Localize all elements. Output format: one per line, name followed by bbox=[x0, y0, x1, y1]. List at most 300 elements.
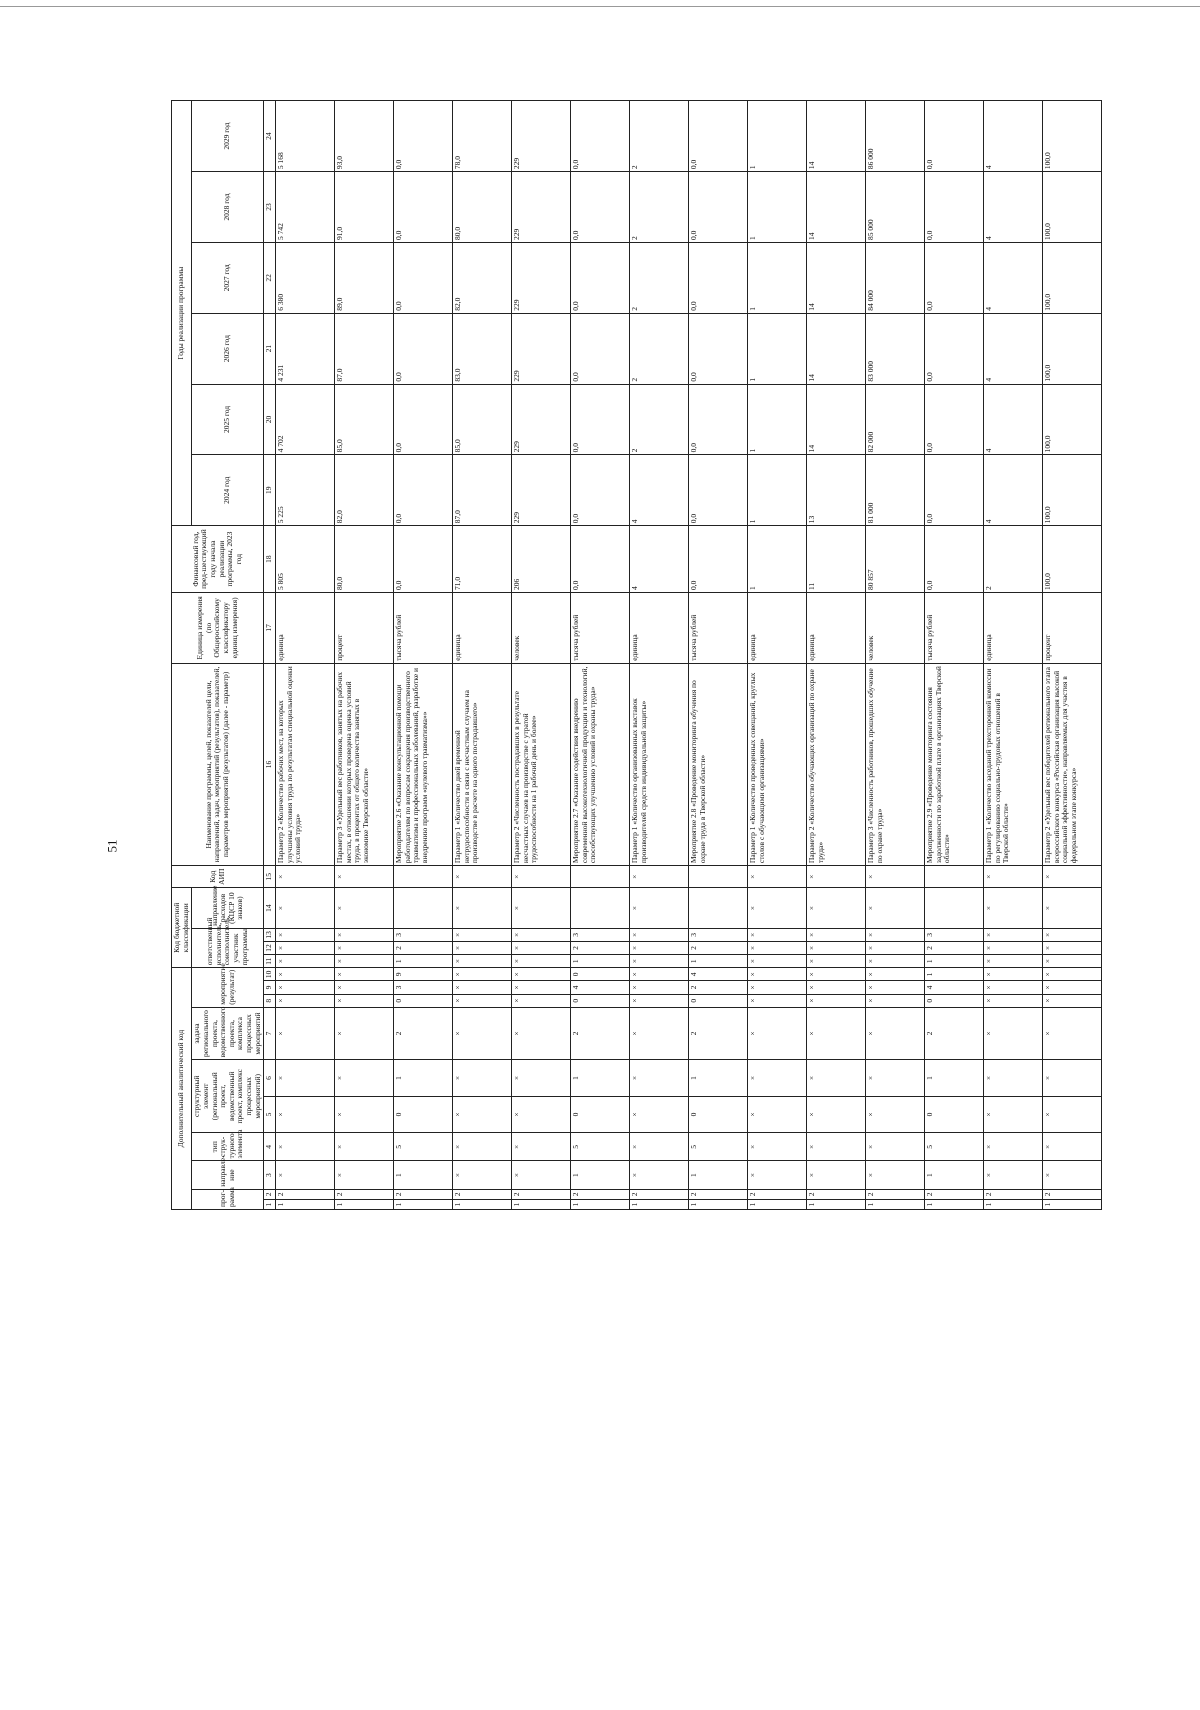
code-cell: 5 bbox=[393, 1133, 452, 1161]
value-cell: 80 857 bbox=[865, 526, 924, 593]
code-cell: 1 bbox=[924, 1161, 983, 1189]
code-cell: × bbox=[511, 888, 570, 928]
row-name: Параметр 2 «Количество обучающих организаций по охране труда» bbox=[806, 663, 865, 865]
code-cell: × bbox=[334, 1007, 393, 1060]
row-name: Параметр 1 «Количество организованных выставок производителей средств индивидуальной защиты» bbox=[629, 663, 688, 865]
table-row bbox=[275, 101, 334, 1210]
code-cell: 1 bbox=[806, 1199, 865, 1209]
code-cell: 2 bbox=[570, 1007, 629, 1060]
column-number: 22 bbox=[264, 242, 276, 313]
header-expense: направление расходов (КЦСР 10 знаков) bbox=[192, 888, 264, 928]
value-cell: 100,0 bbox=[1042, 384, 1101, 455]
value-cell: 91,0 bbox=[334, 172, 393, 243]
code-cell: × bbox=[806, 1060, 865, 1096]
value-cell: 14 bbox=[806, 384, 865, 455]
row-name: Параметр 2 «Количество рабочих мест, на которых улучшены условия труда по результатам специальной оценки условий труда» bbox=[275, 663, 334, 865]
program-table bbox=[171, 100, 1102, 1210]
code-cell: × bbox=[629, 1007, 688, 1060]
code-cell: 0 bbox=[570, 968, 629, 981]
code-cell: 0 bbox=[393, 994, 452, 1007]
value-cell: 1 bbox=[747, 242, 806, 313]
header-task: задача регионального проекта, ведомственного проекта, комплекса процессных мероприятий bbox=[192, 1007, 264, 1060]
value-cell: 0,0 bbox=[924, 242, 983, 313]
value-cell: 4 bbox=[983, 172, 1042, 243]
code-cell: 2 bbox=[688, 981, 747, 994]
column-number: 20 bbox=[264, 384, 276, 455]
code-cell: × bbox=[806, 1161, 865, 1189]
row-unit: единица bbox=[629, 592, 688, 663]
code-cell: 1 bbox=[688, 1060, 747, 1096]
value-cell: 2 bbox=[983, 526, 1042, 593]
value-cell: 0,0 bbox=[393, 384, 452, 455]
code-cell: 2 bbox=[688, 1189, 747, 1199]
value-cell: 1 bbox=[747, 313, 806, 384]
value-cell: 87,0 bbox=[452, 455, 511, 526]
code-cell: 2 bbox=[629, 1189, 688, 1199]
code-cell: × bbox=[511, 941, 570, 954]
header-budget-code: Код бюджетной классификации bbox=[172, 888, 192, 968]
code-cell: × bbox=[452, 1161, 511, 1189]
table-row bbox=[452, 101, 511, 1210]
table-row bbox=[511, 101, 570, 1210]
value-cell: 0,0 bbox=[688, 172, 747, 243]
code-cell: 1 bbox=[924, 968, 983, 981]
code-cell: × bbox=[629, 1161, 688, 1189]
code-cell: × bbox=[865, 981, 924, 994]
value-cell: 5 168 bbox=[275, 101, 334, 172]
value-cell: 81 000 bbox=[865, 455, 924, 526]
code-cell: 9 bbox=[393, 968, 452, 981]
code-cell bbox=[570, 866, 629, 888]
code-cell: × bbox=[629, 1133, 688, 1161]
row-unit: человек bbox=[865, 592, 924, 663]
code-cell: × bbox=[865, 888, 924, 928]
value-cell: 100,0 bbox=[1042, 242, 1101, 313]
code-cell: × bbox=[865, 1096, 924, 1132]
code-cell: 0 bbox=[570, 1096, 629, 1132]
code-cell: 1 bbox=[688, 1161, 747, 1189]
code-cell: 2 bbox=[452, 1189, 511, 1199]
table-row bbox=[570, 101, 629, 1210]
column-number: 19 bbox=[264, 455, 276, 526]
code-cell: × bbox=[511, 981, 570, 994]
header-years-group: Годы реализации программы bbox=[172, 101, 192, 526]
header-year-2027: 2027 год bbox=[192, 242, 264, 313]
code-cell: × bbox=[452, 1007, 511, 1060]
code-cell: × bbox=[983, 968, 1042, 981]
code-cell: 1 bbox=[865, 1199, 924, 1209]
code-cell: 2 bbox=[570, 1189, 629, 1199]
value-cell: 85 000 bbox=[865, 172, 924, 243]
code-cell: × bbox=[747, 1096, 806, 1132]
value-cell: 14 bbox=[806, 313, 865, 384]
row-name: Параметр 2 «Удельный вес победителей регионального этапа всероссийского конкурса «Российская организация высокой социальной эффективности», направляемых для участия в федеральном этапе конкурса» bbox=[1042, 663, 1101, 865]
value-cell: 0,0 bbox=[570, 242, 629, 313]
value-cell: 4 bbox=[629, 455, 688, 526]
code-cell: × bbox=[275, 1096, 334, 1132]
code-cell: 1 bbox=[334, 1199, 393, 1209]
value-cell: 0,0 bbox=[688, 384, 747, 455]
code-cell: 5 bbox=[570, 1133, 629, 1161]
code-cell: 1 bbox=[688, 955, 747, 968]
table-body bbox=[275, 101, 1101, 1210]
code-cell: 2 bbox=[511, 1189, 570, 1199]
column-number: 7 bbox=[264, 1007, 276, 1060]
value-cell: 6 380 bbox=[275, 242, 334, 313]
value-cell: 0,0 bbox=[924, 526, 983, 593]
code-cell: 4 bbox=[688, 968, 747, 981]
code-cell: × bbox=[511, 994, 570, 1007]
column-number: 4 bbox=[264, 1133, 276, 1161]
value-cell: 0,0 bbox=[924, 172, 983, 243]
row-name: Мероприятие 2.6 «Оказание консультационной помощи работодателям по вопросам сокращения производственного травматизма и профессиональных заболеваний, разработке и внедрению программ «нулевого травматизма»» bbox=[393, 663, 452, 865]
row-unit: тысяча рублей bbox=[570, 592, 629, 663]
row-name: Параметр 3 «Численность работников, прошедших обучение по охране труда» bbox=[865, 663, 924, 865]
header-struct-type: тип струк-турного элемента bbox=[192, 1133, 264, 1161]
code-cell: 4 bbox=[570, 981, 629, 994]
column-number: 21 bbox=[264, 313, 276, 384]
code-cell: × bbox=[1042, 1096, 1101, 1132]
code-cell: × bbox=[806, 1096, 865, 1132]
code-cell: 2 bbox=[747, 1189, 806, 1199]
code-cell: × bbox=[747, 955, 806, 968]
code-cell: × bbox=[452, 955, 511, 968]
code-cell: × bbox=[865, 1161, 924, 1189]
code-cell: × bbox=[511, 928, 570, 941]
code-cell: × bbox=[511, 1133, 570, 1161]
value-cell: 100,0 bbox=[1042, 455, 1101, 526]
value-cell: 0,0 bbox=[688, 313, 747, 384]
row-name: Параметр 3 «Удельный вес работников, занятых на рабочих местах, в отношении которых проведена оценка условий труда, в процентах от общего количества занятых в экономике Тверской области» bbox=[334, 663, 393, 865]
row-name: Параметр 2 «Численность пострадавших в результате несчастных случаев на производстве с утратой трудоспособности на 1 рабочий день и более» bbox=[511, 663, 570, 865]
code-cell: × bbox=[452, 968, 511, 981]
code-cell: × bbox=[983, 888, 1042, 928]
rotated-table-container bbox=[171, 100, 1196, 1210]
value-cell: 0,0 bbox=[393, 101, 452, 172]
value-cell: 229 bbox=[511, 313, 570, 384]
code-cell: × bbox=[334, 1161, 393, 1189]
value-cell: 229 bbox=[511, 242, 570, 313]
code-cell: 0 bbox=[688, 1096, 747, 1132]
code-cell: × bbox=[1042, 888, 1101, 928]
code-cell: 1 bbox=[511, 1199, 570, 1209]
code-cell: 0 bbox=[688, 994, 747, 1007]
value-cell: 87,0 bbox=[334, 313, 393, 384]
code-cell: × bbox=[806, 888, 865, 928]
column-number: 1 bbox=[264, 1199, 276, 1209]
code-cell bbox=[688, 866, 747, 888]
code-cell: 0 bbox=[924, 1096, 983, 1132]
code-cell: 2 bbox=[865, 1189, 924, 1199]
code-cell: × bbox=[747, 941, 806, 954]
code-cell: × bbox=[1042, 1060, 1101, 1096]
header-year-2025: 2025 год bbox=[192, 384, 264, 455]
code-cell: × bbox=[865, 941, 924, 954]
code-cell: × bbox=[865, 955, 924, 968]
table-row bbox=[747, 101, 806, 1210]
row-unit: единица bbox=[275, 592, 334, 663]
code-cell: × bbox=[511, 1096, 570, 1132]
table-row bbox=[393, 101, 452, 1210]
column-number: 3 bbox=[264, 1161, 276, 1189]
value-cell: 0,0 bbox=[688, 101, 747, 172]
row-name: Параметр 1 «Количество проведенных совещаний, круглых столов с обучающими организациями» bbox=[747, 663, 806, 865]
value-cell: 11 bbox=[806, 526, 865, 593]
code-cell bbox=[393, 866, 452, 888]
code-cell: × bbox=[983, 994, 1042, 1007]
value-cell: 4 bbox=[983, 313, 1042, 384]
code-cell: 1 bbox=[924, 1199, 983, 1209]
value-cell: 80,0 bbox=[334, 526, 393, 593]
value-cell: 0,0 bbox=[688, 455, 747, 526]
code-cell: × bbox=[334, 968, 393, 981]
code-cell: × bbox=[452, 928, 511, 941]
code-cell: × bbox=[511, 968, 570, 981]
code-cell: × bbox=[629, 1060, 688, 1096]
code-cell: × bbox=[452, 981, 511, 994]
code-cell: 1 bbox=[570, 955, 629, 968]
code-cell: × bbox=[334, 994, 393, 1007]
code-cell: × bbox=[334, 1060, 393, 1096]
code-cell: 0 bbox=[924, 994, 983, 1007]
code-cell: × bbox=[747, 1060, 806, 1096]
header-event: мероприятие (результат) bbox=[192, 968, 264, 1008]
code-cell bbox=[688, 888, 747, 928]
code-cell: 2 bbox=[570, 941, 629, 954]
code-cell: × bbox=[334, 981, 393, 994]
column-number: 9 bbox=[264, 981, 276, 994]
code-cell: × bbox=[629, 981, 688, 994]
code-cell: × bbox=[629, 955, 688, 968]
column-number: 24 bbox=[264, 101, 276, 172]
code-cell: × bbox=[806, 981, 865, 994]
code-cell: × bbox=[806, 928, 865, 941]
code-cell: × bbox=[334, 1133, 393, 1161]
code-cell: × bbox=[275, 888, 334, 928]
code-cell: 2 bbox=[688, 941, 747, 954]
code-cell: 3 bbox=[570, 928, 629, 941]
code-cell: × bbox=[865, 1133, 924, 1161]
code-cell: × bbox=[865, 1060, 924, 1096]
code-cell: × bbox=[629, 994, 688, 1007]
code-cell: × bbox=[334, 941, 393, 954]
column-number: 16 bbox=[264, 663, 276, 865]
code-cell: × bbox=[747, 1133, 806, 1161]
header-direction: направле-ние bbox=[192, 1161, 264, 1189]
value-cell: 5 805 bbox=[275, 526, 334, 593]
code-cell: 1 bbox=[629, 1199, 688, 1209]
code-cell: × bbox=[275, 955, 334, 968]
header-base-year: Финансовый год, пред-шествующий году начала реализации программы, 2023 год bbox=[172, 526, 264, 593]
code-cell: × bbox=[747, 1161, 806, 1189]
code-cell: 0 bbox=[570, 994, 629, 1007]
value-cell: 1 bbox=[747, 384, 806, 455]
code-cell: 2 bbox=[924, 1189, 983, 1199]
header-responsible: ответственный исполнитель, соисполнитель, участник программы bbox=[192, 928, 264, 967]
code-cell: × bbox=[983, 928, 1042, 941]
value-cell: 2 bbox=[629, 384, 688, 455]
code-cell: 1 bbox=[924, 1060, 983, 1096]
code-cell: 2 bbox=[393, 941, 452, 954]
code-cell: 1 bbox=[393, 955, 452, 968]
code-cell: × bbox=[452, 1060, 511, 1096]
code-cell: × bbox=[1042, 1133, 1101, 1161]
code-cell: × bbox=[334, 1096, 393, 1132]
value-cell: 0,0 bbox=[393, 526, 452, 593]
header-year-2029: 2029 год bbox=[192, 101, 264, 172]
value-cell: 0,0 bbox=[924, 384, 983, 455]
header-year-2026: 2026 год bbox=[192, 313, 264, 384]
row-name: Мероприятие 2.7 «Оказание содействия внедрению современной высокотехнологичной продукции и технологий, способствующих улучшению условий и охраны труда» bbox=[570, 663, 629, 865]
code-cell: × bbox=[452, 994, 511, 1007]
code-cell: × bbox=[865, 866, 924, 888]
code-cell: 1 bbox=[747, 1199, 806, 1209]
table-row bbox=[806, 101, 865, 1210]
code-cell: × bbox=[806, 941, 865, 954]
scan-top-edge bbox=[0, 6, 1200, 7]
row-name: Мероприятие 2.9 «Проведение мониторинга состояния задолженности по заработной плате в организациях Тверской области» bbox=[924, 663, 983, 865]
table-row bbox=[924, 101, 983, 1210]
column-number: 2 bbox=[264, 1189, 276, 1199]
code-cell: × bbox=[747, 981, 806, 994]
value-cell: 0,0 bbox=[393, 172, 452, 243]
code-cell: 1 bbox=[570, 1161, 629, 1189]
code-cell: 2 bbox=[924, 1007, 983, 1060]
code-cell: × bbox=[452, 1133, 511, 1161]
value-cell: 93,0 bbox=[334, 101, 393, 172]
code-cell: × bbox=[511, 1161, 570, 1189]
code-cell: 2 bbox=[393, 1007, 452, 1060]
code-cell: × bbox=[983, 1161, 1042, 1189]
code-cell: × bbox=[747, 866, 806, 888]
column-number: 17 bbox=[264, 592, 276, 663]
code-cell: × bbox=[452, 866, 511, 888]
code-cell bbox=[924, 888, 983, 928]
value-cell: 13 bbox=[806, 455, 865, 526]
row-unit: тысяча рублей bbox=[688, 592, 747, 663]
value-cell: 2 bbox=[629, 172, 688, 243]
code-cell: × bbox=[1042, 981, 1101, 994]
value-cell: 14 bbox=[806, 242, 865, 313]
code-cell: × bbox=[629, 968, 688, 981]
value-cell: 229 bbox=[511, 172, 570, 243]
column-number: 15 bbox=[264, 866, 276, 888]
code-cell: × bbox=[1042, 1007, 1101, 1060]
code-cell: 1 bbox=[570, 1060, 629, 1096]
row-name: Параметр 1 «Количество заседаний трехсторонней комиссии по регулированию социально-трудовых отношений в Тверской области» bbox=[983, 663, 1042, 865]
code-cell: 2 bbox=[1042, 1189, 1101, 1199]
value-cell: 89,0 bbox=[334, 242, 393, 313]
row-unit: человек bbox=[511, 592, 570, 663]
code-cell: × bbox=[334, 866, 393, 888]
row-unit: единица bbox=[806, 592, 865, 663]
code-cell: 3 bbox=[393, 928, 452, 941]
column-number: 5 bbox=[264, 1096, 276, 1132]
code-cell: × bbox=[983, 1133, 1042, 1161]
code-cell: × bbox=[806, 968, 865, 981]
value-cell: 0,0 bbox=[393, 455, 452, 526]
column-number: 11 bbox=[264, 955, 276, 968]
value-cell: 83,0 bbox=[452, 313, 511, 384]
value-cell: 4 702 bbox=[275, 384, 334, 455]
code-cell: 3 bbox=[688, 928, 747, 941]
value-cell: 1 bbox=[747, 101, 806, 172]
value-cell: 2 bbox=[629, 313, 688, 384]
row-unit: тысяча рублей bbox=[393, 592, 452, 663]
column-number: 10 bbox=[264, 968, 276, 981]
code-cell: × bbox=[629, 888, 688, 928]
code-cell: × bbox=[334, 928, 393, 941]
row-unit: единица bbox=[452, 592, 511, 663]
value-cell: 4 bbox=[629, 526, 688, 593]
value-cell: 206 bbox=[511, 526, 570, 593]
value-cell: 82,0 bbox=[334, 455, 393, 526]
value-cell: 229 bbox=[511, 101, 570, 172]
value-cell: 78,0 bbox=[452, 101, 511, 172]
code-cell: × bbox=[747, 888, 806, 928]
value-cell: 5 742 bbox=[275, 172, 334, 243]
column-number: 12 bbox=[264, 941, 276, 954]
value-cell: 0,0 bbox=[570, 526, 629, 593]
value-cell: 86 000 bbox=[865, 101, 924, 172]
value-cell: 100,0 bbox=[1042, 313, 1101, 384]
value-cell: 2 bbox=[629, 242, 688, 313]
header-unit: Единица измерения (по Общероссийскому классификатору единиц измерения) bbox=[172, 592, 264, 663]
code-cell: 2 bbox=[688, 1007, 747, 1060]
code-cell: × bbox=[806, 1007, 865, 1060]
value-cell: 0,0 bbox=[688, 526, 747, 593]
code-cell bbox=[393, 888, 452, 928]
code-cell: × bbox=[865, 994, 924, 1007]
code-cell: × bbox=[629, 928, 688, 941]
header-aip: Код АИП bbox=[172, 866, 264, 888]
header-year-2028: 2028 год bbox=[192, 172, 264, 243]
code-cell: × bbox=[983, 981, 1042, 994]
code-cell: × bbox=[629, 1096, 688, 1132]
table-row bbox=[334, 101, 393, 1210]
code-cell: × bbox=[806, 955, 865, 968]
code-cell: × bbox=[511, 955, 570, 968]
value-cell: 14 bbox=[806, 172, 865, 243]
code-cell: × bbox=[334, 955, 393, 968]
code-cell: × bbox=[275, 994, 334, 1007]
column-number: 14 bbox=[264, 888, 276, 928]
code-cell: × bbox=[983, 955, 1042, 968]
code-cell: × bbox=[452, 1096, 511, 1132]
code-cell bbox=[570, 888, 629, 928]
row-name: Параметр 1 «Количество дней временной нетрудоспособности в связи с несчастным случаем на производстве в расчете на одного пострадавшего» bbox=[452, 663, 511, 865]
column-number: 18 bbox=[264, 526, 276, 593]
value-cell: 0,0 bbox=[393, 313, 452, 384]
column-number: 13 bbox=[264, 928, 276, 941]
header-struct-element: структурный элемент (региональный проект, ведомственный проект, комплекс процессных мероприятий) bbox=[192, 1060, 264, 1133]
value-cell: 1 bbox=[747, 455, 806, 526]
code-cell: × bbox=[275, 1007, 334, 1060]
value-cell: 82 000 bbox=[865, 384, 924, 455]
value-cell: 4 bbox=[983, 455, 1042, 526]
value-cell: 4 bbox=[983, 242, 1042, 313]
value-cell: 5 225 bbox=[275, 455, 334, 526]
code-cell: × bbox=[747, 994, 806, 1007]
code-cell: 4 bbox=[924, 981, 983, 994]
code-cell: × bbox=[275, 1060, 334, 1096]
value-cell: 80,0 bbox=[452, 172, 511, 243]
code-cell: 1 bbox=[924, 955, 983, 968]
code-cell: × bbox=[983, 1060, 1042, 1096]
value-cell: 0,0 bbox=[570, 455, 629, 526]
code-cell: 1 bbox=[983, 1199, 1042, 1209]
value-cell: 85,0 bbox=[452, 384, 511, 455]
